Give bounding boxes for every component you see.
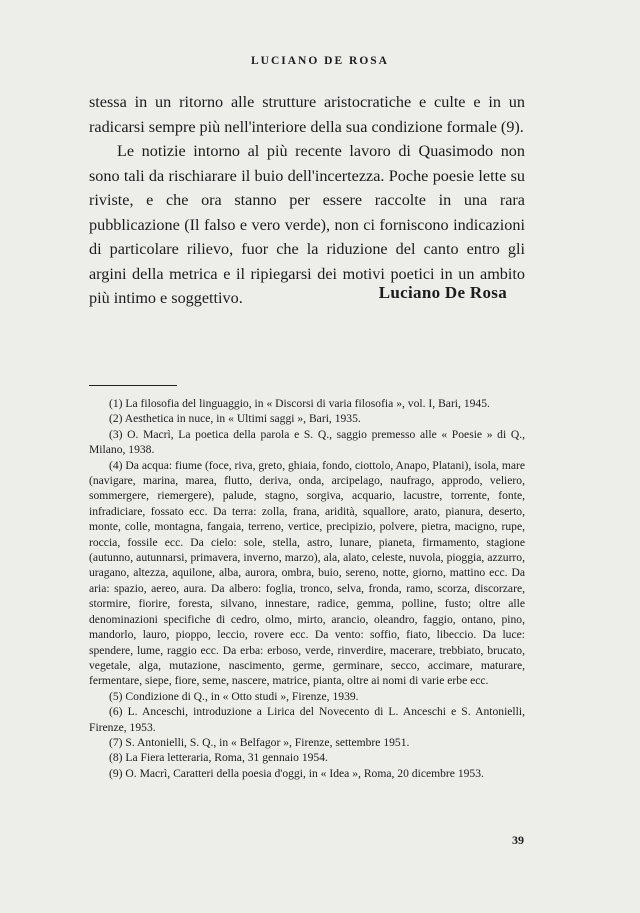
footnote-2: (2) Aesthetica in nuce, in « Ultimi saggi », Bari, 1935. [109,412,361,426]
footnote-rule [89,385,177,386]
paragraph-2: Le notizie intorno al più recente lavoro di Quasimodo non sono tali da rischiarare il buio dell'incertezza. Poche poesie lette su riviste, e che ora stanno per essere raccolte in una rara pubblicazione (Il falso e vero verde), non ci forniscono indicazioni di particolare rilievo, fuor che la riduzione del canto entro gli argini della metrica e il ripiegarsi dei motivi poetici in un ambito più intimo e soggettivo. [89,142,525,307]
footnote-5: (5) Condizione di Q., in « Otto studi », Firenze, 1939. [109,689,359,703]
footnote-8: (8) La Fiera letteraria, Roma, 31 gennaio 1954. [109,751,328,765]
footnote-1: (1) La filosofia del linguaggio, in « Discorsi di varia filosofia », vol. I, Bari, 1945. [109,397,490,410]
footnotes [89,396,525,781]
footnote-3: (3) O. Macrì, La poetica della parola e S. Q., saggio premesso alle « Poesie » di Q., Milano, 1938. [89,427,525,457]
body-text [89,90,525,311]
footnote-7: (7) S. Antonielli, S. Q., in « Belfagor », Firenze, settembre 1951. [109,735,410,749]
page-number: 39 [512,833,524,847]
footnote-4: (4) Da acqua: fiume (foce, riva, greto, ghiaia, fondo, ciottolo, Anapo, Platani), isola, mare (navigare, marina, marea, flutto, deriva, onda, arcipelago, naufrago, approdo, veliero, sommergere, riemergere), palude, stagno, sorgiva, acquario, lacustre, torrente, fonte, infradiciare, fossato ecc. Da terra: zolla, frana, aridità, squallore, arato, pianura, deserto, monte, colle, montagna, fangaia, terreno, vertice, precipizio, polvere, pietra, macigno, rupe, roccia, fossile ecc. Da cielo: sole, stella, astro, lunare, pianeta, firmamento, stagione (autunno, autunnarsi, primavera, inverno, marzo), ala, alato, celeste, nuvola, pioggia, azzurro, uragano, altezza, aquilone, alba, aurora, ombra, buio, sereno, notte, giorno, mattino ecc. Da aria: spazio, aereo, aura. Da albero: foglia, tronco, selva, fronda, ramo, scorza, discorzare, stormire, fiorire, foresta, silvano, innestare, radice, gemma, polline, fusto; oltre alle denominazioni specifiche di cedro, olmo, mirto, arancio, oleandro, faggio, ontano, pino, mandorlo, lauro, pioppo, leccio, rovere ecc. Da vento: soffio, fiato, libeccio. Da luce: spendere, lume, raggio ecc. Da erba: erboso, verde, rinverdire, macerare, trebbiato, brucato, vegetale, alga, mutazione, nascimento, germe, germinare, secco, accimare, maturare, fermentare, siepe, fiore, seme, nascere, matrice, pianta, oltre ai nomi di varie erbe ecc. [89,458,525,688]
footnote-6: (6) L. Anceschi, introduzione a Lirica del Novecento di L. Anceschi e S. Antonielli, Firenze, 1953. [89,705,525,734]
author-signature: Luciano De Rosa [378,283,507,302]
running-head: LUCIANO DE ROSA [251,55,389,67]
paragraph-1: stessa in un ritorno alle strutture aristocratiche e culte e in un radicarsi sempre più nell'interiore della sua condizione formale (9). [89,93,525,136]
footnote-9: (9) O. Macrì, Caratteri della poesia d'oggi, in « Idea », Roma, 20 dicembre 1953. [109,766,484,780]
